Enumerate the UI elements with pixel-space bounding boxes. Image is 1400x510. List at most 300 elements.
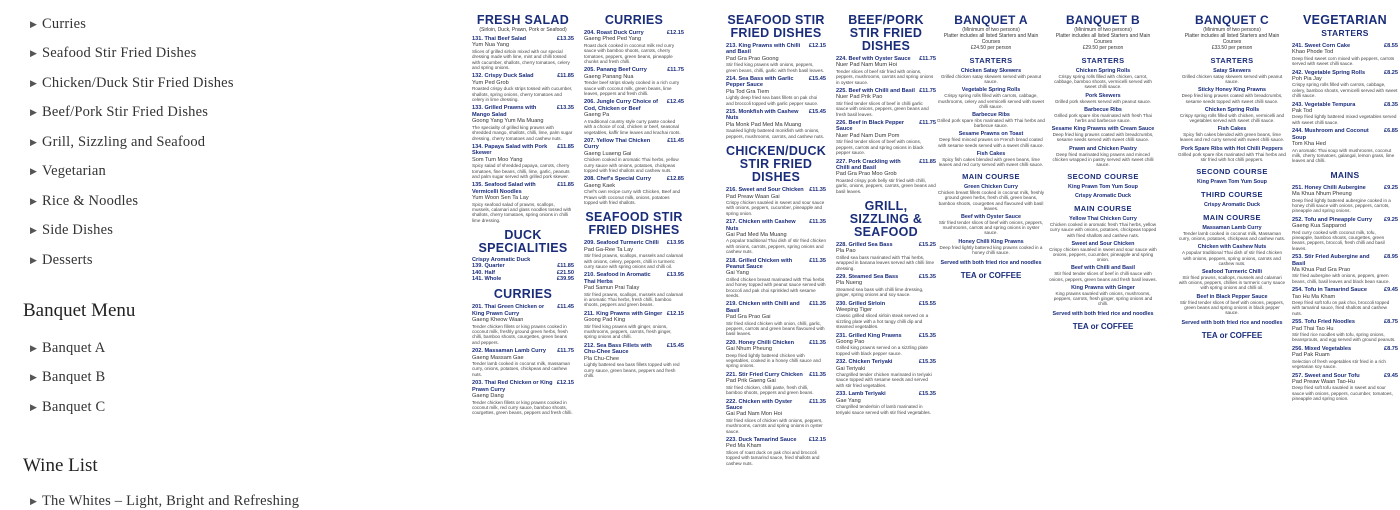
menu-column-banquet-b (1049, 14, 1157, 500)
chevron-right-icon: ▶ (30, 225, 38, 235)
menu-item-description: A traditional country style curry paste cooked with a choice of cod, chicken or beef, seasonal vegetables, kaffir lime leaves and krachai roots. (584, 118, 681, 135)
menu-item (1292, 373, 1398, 402)
banquet-dish-name: Sesame Prawns on Toast (958, 131, 1024, 138)
menu-item-name: 257. Sweet and Sour Tofu (1292, 372, 1360, 379)
menu-item-price: £12.15 (556, 380, 574, 387)
menu-item-name: 204. Roast Duck Curry (584, 30, 644, 36)
menu-item (1292, 319, 1398, 343)
nav-item-desserts[interactable] (30, 252, 93, 269)
banquet-dish-name: Barbecue Ribs (972, 112, 1010, 119)
menu-item-name: 213. King Prawns with Chilli and Basil (726, 43, 801, 56)
banquet-dish-name: Satay Skewers (1213, 68, 1251, 74)
menu-item (1292, 43, 1398, 67)
menu-item (836, 301, 936, 330)
menu-item-price: £15.35 (918, 332, 936, 339)
menu-item-price: £11.35 (809, 257, 826, 264)
section-title-starters: STARTERS (1321, 28, 1369, 38)
banquet-dish-description: Deep fried marinated king prawns and minced chicken wrapped in pastry served with sweet chilli sauce. (1052, 151, 1154, 168)
menu-item-description: Stir fried rice noodles with tofu, spring onions, beansprouts, and egg served with ground peanuts. (1292, 332, 1396, 343)
menu-item-description: Spicy seafood salad of prawns, scallops, mussels, calamari and glass noodles tossed with shallots, cherry tomatoes, spring onions in chilli lime dressing. (472, 201, 572, 223)
menu-item-description: Crispy chicken sautéed in sweet and sour sauce with onions, peppers, cucumber, pineapple and spring onion. (726, 199, 825, 216)
menu-item-thai-name: Pad Gra Prao Goong (726, 55, 779, 62)
banquet-minimum: (Minimum of two persons) (1074, 27, 1132, 33)
menu-item-row (472, 105, 574, 118)
menu-item-row (1292, 128, 1398, 141)
nav-item-label: Chicken/Duck Stir Fried Dishes (42, 75, 234, 91)
banquet-tea-coffee: TEA or COFFEE (1072, 322, 1134, 332)
menu-item-thai-name: Som Tum Moo Yang (472, 156, 523, 163)
menu-item-thai-name: Nuer Pad Nam Mum Hoi (836, 62, 897, 69)
nav-item-label: Rice & Noodles (42, 193, 139, 209)
banquet-dish-description: Crispy spring rolls filled with chicken, vermicelli and vegetables served with sweet chilli sauce. (1179, 112, 1285, 124)
banquet-dish-name: Sticky Honey King Prawns (1197, 87, 1266, 94)
banquet-dish-description: Spicy fish cakes blended with green beans, lime leaves and red curry served with sweet chilli sauce. (938, 156, 1044, 168)
menu-item-row (726, 76, 826, 89)
menu-item (726, 43, 826, 73)
banquet-dish-description: Grilled pork spare ribs marinated with Thai herbs and stir fried with hot chilli peppers. (1178, 151, 1286, 162)
menu-item-name: 215. Monkfish with Cashew Nuts (726, 109, 799, 122)
menu-item-price: £13.35 (556, 105, 574, 112)
menu-item-thai-name: Pla Chu-Chee (584, 355, 620, 362)
menu-item-price: £13.95 (666, 240, 684, 247)
nav-item-label: Banquet B (42, 369, 106, 385)
menu-column-vegetarian (1292, 14, 1398, 500)
menu-item-description: Roasted crispy duck strips tossed with cucumber, shallots, spring onions, cherry tomatoes and celery in lime dressing. (472, 86, 573, 103)
menu-item-row (584, 343, 684, 356)
nav-item-side-dishes[interactable] (30, 222, 113, 239)
menu-item-thai-name: Gaeng Kheow Waan (472, 317, 524, 324)
menu-item-price: £12.15 (666, 30, 684, 36)
menu-item (726, 187, 826, 216)
menu-item-row (584, 99, 684, 112)
banquet-dish-name: Green Chicken Curry (964, 184, 1018, 191)
menu-item (726, 76, 826, 106)
menu-item-thai-name: Ped Ma Kham (726, 443, 762, 450)
menu-item-description: Slices of grilled sirloin mixed with our special dressing made with lime, mint and chilli tossed with cucumber, shallots, cherry tomatoes, celery and spring onions. (472, 48, 570, 71)
menu-item (836, 242, 936, 271)
menu-item-name: 256. Mixed Vegetables (1292, 345, 1352, 352)
menu-item-price: £9.45 (1384, 287, 1398, 294)
menu-column-banquet-c (1178, 14, 1286, 500)
menu-item-name: 243. Vegetable Tempura (1292, 101, 1356, 108)
menu-item-thai-name: Ma Khua Nhum Pheung (1292, 191, 1352, 198)
menu-item-name: 255. Tofu Fried Noodles (1292, 319, 1355, 326)
menu-item-name: 229. Steamed Sea Bass (836, 273, 899, 280)
menu-item-name: 233. Lamb Teriyaki (836, 391, 886, 398)
menu-item-price: £11.75 (919, 120, 936, 127)
menu-item-description: Deep fried soft tofu on pak choi, broccoli topped with tamarind sauce, fried shallots and cashew nuts. (1292, 300, 1390, 316)
menu-item (1292, 185, 1398, 214)
menu-item-thai-name: Gaeng Kua Sapparod (1292, 223, 1347, 230)
menu-item-price: £13.35 (556, 36, 574, 42)
menu-item-description: Stir fried tender slices of beef in chilli garlic sauce with onions, peppers, green beans and fresh basil leaves. (836, 100, 929, 117)
nav-item-vegetarian[interactable] (30, 163, 106, 180)
menu-item-price: £8.75 (1384, 345, 1398, 352)
chevron-right-icon: ▶ (30, 137, 38, 147)
menu-item (836, 391, 936, 415)
menu-item-row (1292, 254, 1398, 267)
menu-item-price: £15.25 (918, 241, 936, 248)
nav-item-label: Vegetarian (42, 163, 106, 179)
menu-item (836, 359, 936, 388)
nav-item-chicken-duck-stir-fried-dishes[interactable] (30, 75, 234, 92)
banquet-dish-description: Deep fried lightly battered king prawns cooked in a honey chilli sauce. (939, 244, 1043, 255)
menu-item (584, 138, 684, 173)
banquet-dish-name: Beef in Black Pepper Sauce (1196, 293, 1268, 300)
menu-item-description: Spicy salad of shredded papaya, carrots, cherry tomatoes, fine beans, chilli, lime, garlic, peanuts and palm sugar served with grilled pork skewer. (472, 163, 570, 179)
nav-item-banquet-a[interactable] (30, 340, 105, 357)
menu-item-name: 231. Grilled King Prawns (836, 332, 902, 339)
menu-item (836, 120, 936, 155)
menu-item-price: £11.85 (919, 158, 936, 165)
menu-column-fresh-salad (472, 14, 574, 500)
menu-item-price: £8.55 (1384, 43, 1398, 49)
banquet-main-course-heading: MAIN COURSE (1074, 204, 1132, 214)
banquet-dish-description: Crispy chicken sautéed in sweet and sour sauce with onions, peppers, cucumber, pineapple and spring onion. (1049, 246, 1157, 263)
left-navigation (0, 0, 470, 509)
menu-item-description: Stir fried prawns, scallops, mussels and calamari in aromatic Thai herbs, fresh chilli, bamboo shoots, peppers and green beans. (584, 291, 684, 308)
menu-item-description: A popular traditional Thai dish of stir fried chicken with onions, carrots, peppers, spring onions and cashew nuts. (726, 238, 827, 255)
nav-item-label: Banquet C (42, 399, 106, 415)
banquet-dish-name: Chicken Satay Skewers (960, 68, 1022, 74)
menu-item-name: 254. Tofu in Tamarind Sauce (1292, 287, 1368, 294)
section-title-seafood-stir-fried: SEAFOOD STIR FRIED DISHES (727, 13, 825, 40)
nav-item-wine-whites[interactable] (30, 493, 299, 510)
menu-item-price: £15.45 (808, 76, 826, 83)
banquet-served-with: Served with both fried rice and noodles (1181, 320, 1283, 327)
menu-item-description: Lightly battered sea bass fillets topped with red curry sauce, green beans, peppers and fresh chilli. (584, 362, 680, 378)
menu-item-thai-name: Gaeng Kaek (584, 182, 616, 189)
menu-column-banquet-a (937, 14, 1045, 500)
menu-column-curries (584, 14, 684, 500)
menu-item-name: 133. Grilled Prawns with Mango Salad (472, 105, 537, 118)
menu-item-price: £11.35 (809, 371, 826, 378)
menu-item-name: 241. Sweet Corn Cake (1292, 43, 1351, 49)
section-title-mains: MAINS (1330, 169, 1360, 180)
menu-item-description: Deep fried soft tofu sautéed in sweet and sour sauce with onions, peppers, cucumber, tomatoes, pineapple and spring onion. (1292, 385, 1393, 402)
banquet-note: Platter includes all listed Starters and Main Courses (1184, 33, 1280, 45)
menu-item-name: 210. Seafood in Aromatic Thai Herbs (584, 272, 651, 285)
menu-item-price: £11.35 (809, 301, 826, 308)
banquet-dish-description: Grilled chicken satay skewers served with peanut sauce. (940, 74, 1042, 85)
nav-item-seafood-stir-fried-dishes[interactable] (30, 45, 196, 62)
menu-item (584, 99, 684, 134)
menu-item-thai-name: Pad Pak Ruam (1292, 352, 1330, 359)
menu-item (472, 73, 574, 102)
menu-item-price: £11.85 (557, 73, 574, 80)
menu-item-price: £8.75 (1384, 319, 1398, 326)
nav-item-beef-pork-stir-fried-dishes[interactable] (30, 104, 208, 121)
menu-item (1292, 102, 1398, 126)
banquet-dish-name: Chicken with Cashew Nuts (1197, 244, 1267, 251)
menu-item (1292, 70, 1398, 99)
banquet-dish-description: Chicken cooked in aromatic fresh Thai herbs, yellow curry sauce with onions, potatoes, chickpeas topped with fried shallots and cashew nuts. (1049, 222, 1157, 238)
menu-item-description: Stir fried sliced chicken with onion, chilli, garlic, peppers, carrots and green beans flavoured with basil leaves. (726, 320, 825, 337)
banquet-note: Platter includes all listed Starters and Main Courses (943, 33, 1039, 45)
banquet-title: BANQUET C (1194, 13, 1270, 27)
menu-item-row (584, 272, 684, 285)
menu-item (584, 30, 684, 64)
banquet-dish-name: King Prawn Tom Yum Soup (1197, 179, 1267, 186)
banquet-title: BANQUET B (1065, 13, 1141, 27)
banquet-dish-description: Stir fried tender slices of beef in chilli sauce with onions, peppers, green beans and fresh basil leaves. (1049, 271, 1157, 282)
menu-item (726, 219, 826, 254)
menu-item-row (726, 43, 826, 56)
menu-item-name: 253. Stir Fried Aubergine and Basil (1292, 254, 1370, 267)
banquet-dish-description: Grilled chicken satay skewers served with peanut sauce. (1181, 74, 1283, 85)
menu-column-seafood-chicken (726, 14, 826, 500)
banquet-dish-description: Stir fried prawns, scallops, mussels and calamari with onions, peppers, chillies in turmeric curry sauce with spring onions and chilli oil. (1178, 275, 1286, 291)
menu-item (1292, 217, 1398, 251)
menu-item-thai-name: Yum Ped Grob (472, 79, 509, 86)
menu-item-row (584, 240, 684, 246)
menu-item-thai-name: Pad Preaw Waan Gai (726, 193, 780, 200)
banquet-dish-name: Vegetable Spring Rolls (961, 87, 1021, 94)
menu-item-description: Grilled chicken breast marinated with Thai herbs and honey topped with peanut sauce served with broccoli and pak choi sprinkled with sesame seeds. (726, 276, 826, 298)
menu-item-row (836, 120, 936, 133)
chevron-right-icon: ▶ (30, 343, 38, 353)
menu-item-row (836, 159, 936, 172)
section-title-fresh-salad: FRESH SALAD (476, 13, 570, 27)
banquet-menu-heading: Banquet Menu (23, 300, 136, 321)
menu-item-price: £15.45 (808, 109, 826, 116)
menu-item-thai-name: Gai Nhum Pheung (726, 346, 773, 353)
menu-item-price: £12.85 (666, 176, 684, 183)
menu-item (726, 301, 826, 336)
nav-item-grill-sizzling-and-seafood[interactable] (30, 134, 205, 151)
banquet-third-course-heading: THIRD COURSE (1201, 190, 1263, 200)
chevron-right-icon: ▶ (30, 496, 38, 506)
duck-subtitle: Crispy Aromatic Duck (472, 257, 531, 264)
banquet-starters-heading: STARTERS (1081, 56, 1125, 65)
banquet-dish-name: Sweet and Sour Chicken (1071, 240, 1135, 247)
banquet-dish-name: Beef with Oyster Sauce (961, 214, 1021, 221)
section-title-chicken-duck: CHICKEN/DUCK STIR FRIED DISHES (726, 144, 827, 185)
duck-portion-name: 139. Quarter (472, 263, 505, 270)
menu-item-name: 205. Panang Beef Curry (584, 67, 647, 74)
menu-column-beef-grill (836, 14, 936, 500)
menu-item-name: 252. Tofu and Pineapple Curry (1292, 216, 1373, 223)
menu-pages (472, 0, 1400, 500)
menu-item (472, 144, 574, 179)
menu-item-thai-name: Gai Pad Med Ma Muang (726, 231, 787, 238)
menu-item-thai-name: Pla Monk Pad Med Ma Muang (726, 121, 802, 128)
menu-item-name: 132. Crispy Duck Salad (472, 73, 534, 80)
menu-item (726, 437, 826, 466)
menu-item-row (726, 219, 826, 232)
banquet-dish-description: Crispy spring rolls filled with chicken, carrot, cabbage, bamboo shoots, vermicelli served with sweet chilli sauce. (1054, 74, 1152, 90)
banquet-dish-name: Barbecue Ribs (1084, 106, 1122, 113)
banquet-dish-description: Spicy fish cakes blended with green beans, lime leaves and red curry served with sweet chilli sauce. (1179, 132, 1285, 143)
menu-item-price: £15.35 (918, 359, 936, 366)
menu-item-name: 134. Papaya Salad with Pork Skewer (472, 143, 548, 157)
menu-item-thai-name: Gaeng Massam Gae (472, 354, 524, 361)
menu-item-name: 223. Duck Tamarind Sauce (726, 436, 797, 443)
menu-item-thai-name: Nuer Pad Nam Dum Pom (836, 132, 900, 139)
menu-item-thai-name: Pla Pao (836, 248, 856, 255)
nav-item-rice-noodles[interactable] (30, 193, 138, 210)
menu-item-price: £8.25 (1384, 69, 1398, 76)
menu-item-row (836, 359, 936, 365)
menu-item-thai-name: Pad Preaw Waan Tao-Hu (1292, 378, 1355, 385)
menu-item-row (726, 301, 826, 314)
menu-item-thai-name: Gai Pad Nam Mon Hoi (726, 411, 782, 418)
menu-item-name: 230. Grilled Sirloin (836, 300, 886, 307)
menu-item-price: £11.45 (557, 304, 574, 311)
menu-item-name: 217. Chicken with Cashew Nuts (726, 219, 796, 232)
menu-item-row (472, 182, 574, 195)
menu-item-thai-name: Yum Woon Sen Ta Lay (472, 195, 529, 202)
banquet-tea-coffee: TEA or COFFEE (960, 271, 1022, 281)
menu-item-price: £11.35 (809, 339, 826, 346)
menu-item-row (584, 176, 684, 182)
menu-item-row (584, 138, 684, 151)
menu-item-thai-name: Pad Samun Prai Talay (584, 285, 640, 292)
menu-item (726, 258, 826, 299)
menu-item-price: £12.15 (666, 310, 684, 317)
menu-item-price: £15.45 (666, 342, 684, 349)
chevron-right-icon: ▶ (30, 372, 38, 382)
banquet-price: £29.50 per person (1082, 45, 1124, 51)
banquet-note: Platter includes all listed Starters and Main Courses (1055, 33, 1151, 45)
banquet-dish-name: Fish Cakes (1217, 126, 1247, 133)
menu-item-price: £11.75 (557, 348, 574, 355)
duck-portion-price: £21.50 (556, 269, 574, 276)
menu-item-description: Grilled king prawns served on a sizzling plate topped with black pepper sauce. (836, 345, 928, 356)
menu-item-price: £9.45 (1384, 372, 1398, 379)
menu-item-name: 214. Sea Bass with Garlic Pepper Sauce (726, 76, 794, 89)
menu-item-description: Stir fried tender slices of beef with onions, peppers, carrots and spring onions in black pepper sauce. (836, 139, 924, 156)
menu-item-price: £11.75 (667, 67, 684, 74)
menu-item-name: 242. Vegetable Spring Rolls (1292, 69, 1366, 76)
menu-item-price: £11.75 (919, 56, 936, 62)
banquet-dish-name: Pork Spare Ribs with Hot Chilli Peppers (1181, 145, 1283, 152)
menu-item (472, 36, 574, 70)
menu-item-price: £11.35 (809, 187, 826, 194)
nav-item-label: Side Dishes (42, 222, 114, 238)
banquet-dish-name: Crispy Aromatic Duck (1203, 202, 1261, 209)
menu-item-price: £6.85 (1384, 128, 1398, 135)
nav-item-banquet-b[interactable] (30, 369, 105, 386)
menu-item-price: £11.85 (557, 182, 574, 189)
menu-item-name: 216. Sweet and Sour Chicken (726, 187, 804, 194)
menu-item-thai-name: Pad Gra Prao Moo Grob (836, 171, 897, 178)
menu-item (472, 348, 574, 377)
banquet-dish-description: Deep fried king prawns coated with breadcrumbs, sesame seeds served with sweet chilli sauce. (1052, 132, 1154, 143)
menu-item-thai-name: Tom Kha Hed (1292, 141, 1326, 148)
menu-item-description: Roasted crispy pork belly stir fried with chilli, garlic, onions, peppers, carrots, green beans and basil leaves. (836, 177, 936, 194)
menu-item-row (472, 304, 574, 317)
menu-item (584, 343, 684, 378)
section-title-seafood-stir-fried: SEAFOOD STIR FRIED DISHES (585, 210, 683, 238)
banquet-main-course-heading: MAIN COURSE (962, 172, 1020, 182)
banquet-price: £24.50 per person (970, 45, 1012, 51)
menu-item-price: £11.45 (667, 137, 684, 144)
banquet-dish-description: Deep fried king prawns coated with breadcrumbs, sesame seeds topped with sweet chilli sauce. (1181, 93, 1283, 104)
menu-item-name: 251. Honey Chilli Aubergine (1292, 184, 1366, 191)
menu-item-thai-name: Pad Prik Gaeng Gai (726, 378, 776, 385)
menu-item-row (472, 380, 574, 393)
menu-item-thai-name: Goong Yang Yum Ma Muang (472, 118, 544, 125)
menu-item-price: £15.55 (918, 300, 936, 307)
menu-item-thai-name: Gai Teriyaki (836, 365, 866, 372)
menu-item-row (472, 348, 574, 354)
menu-item-description: Selection of fresh vegetables stir fried in a rich vegetarian soy sauce. (1292, 358, 1386, 370)
menu-item-name: 131. Thai Beef Salad (472, 36, 527, 42)
menu-item-name: 135. Seafood Salad with Vermicelli Noodles (472, 182, 536, 195)
menu-item-price: £15.35 (918, 273, 936, 280)
menu-item-description: Red curry cooked with coconut milk, tofu, pineapple, bamboo shoots, courgettes, green beans, peppers, broccoli, fresh chilli and basil leaves. (1292, 229, 1385, 251)
menu-item-thai-name: Gaeng Pa (584, 112, 610, 119)
menu-item-description: An aromatic Thai soup with mushrooms, coconut milk, cherry tomatoes, galangal, lemon grass, lime leaves and chilli. (1292, 147, 1395, 164)
menu-item-name: 221. Stir Fried Curry Chicken (726, 371, 803, 378)
banquet-dish-description: Deep fried minced prawns on French bread coated with sesame seeds served with a sweet chilli sauce. (938, 137, 1044, 148)
menu-item-name: 226. Beef in Black Pepper Sauce (836, 120, 905, 133)
section-title-curries: CURRIES (604, 13, 664, 27)
menu-item-description: Stir fried king prawns with onions, peppers, green beans, chilli, garlic with fresh basil leaves. (726, 62, 825, 73)
menu-item-row (472, 73, 574, 79)
banquet-dish-description: Stir fried tender slices of beef with onions, peppers, mushrooms, carrots and spring onions in oyster sauce. (938, 220, 1044, 236)
menu-item-description: Crispy spring rolls filled with carrots, cabbage, celery, bamboo shoots, vermicelli served with sweet chilli sauce. (1292, 82, 1398, 99)
duck-portion-name: 141. Whole (472, 276, 502, 282)
menu-item (584, 240, 684, 269)
banquet-dish-name: Prawn and Chicken Pastry (1069, 145, 1137, 152)
chevron-right-icon: ▶ (30, 78, 38, 88)
banquet-dish-description: Crispy spring rolls filled with carrots, cabbage, mushrooms, celery and vermicelli served with sweet chilli sauce. (938, 93, 1044, 109)
menu-item (836, 56, 936, 85)
section-title-beef-pork: BEEF/PORK STIR FRIED DISHES (848, 13, 924, 53)
menu-item-price: £9.25 (1384, 216, 1398, 223)
banquet-dish-name: Sesame King Prawns with Cream Sauce (1051, 126, 1155, 133)
menu-item (836, 274, 936, 298)
nav-item-curries[interactable] (30, 16, 86, 33)
menu-item-name: 225. Beef with Chilli and Basil (836, 88, 915, 95)
menu-item-thai-name: Gaeng Dang (472, 393, 504, 400)
menu-item (584, 176, 684, 205)
menu-item-name: 228. Grilled Sea Bass (836, 241, 893, 248)
menu-item-thai-name: Pad Gra Prao Gai (726, 314, 771, 321)
menu-item-price: £12.45 (666, 99, 684, 106)
menu-item (584, 67, 684, 96)
menu-item-description: Lightly deep fried sea bass fillets on pak choi and broccoli topped with garlic pepper sauce. (726, 95, 819, 106)
menu-item-description: Roast duck cooked in coconut milk red curry sauce with bamboo shoots, carrots, cherry tomatoes, peppers, green beans, pineapple chunks and fresh chilli. (584, 42, 675, 65)
menu-item-name: 209. Seafood Turmeric Chilli (584, 240, 659, 247)
menu-item-description: Stir fried slices of chicken with onions, peppers, mushrooms, carrots and spring onions in oyster sauce. (726, 417, 823, 434)
menu-item-name: 222. Chicken with Oyster Sauce (726, 398, 793, 411)
banquet-dish-name: King Prawns with Ginger (1071, 284, 1135, 291)
menu-item-name: 227. Pork Crackling with Chilli and Basil (836, 158, 901, 171)
menu-item-description: Chef's own recipe curry with Chicken, Beef and Prawn with coconut milk, onions, potatoes topped with fried shallots. (584, 189, 681, 205)
banquet-served-with: Served with both fried rice and noodles (1052, 311, 1154, 318)
nav-item-banquet-c[interactable] (30, 399, 105, 416)
banquet-title: BANQUET A (954, 13, 1028, 27)
banquet-starters-heading: STARTERS (1210, 56, 1254, 65)
nav-item-label: Curries (42, 16, 87, 32)
menu-item-price: £11.75 (919, 88, 936, 95)
menu-item-description: Deep fried sweet corn mixed with peppers, carrots served with sweet chilli sauce. (1292, 55, 1395, 67)
menu-item (1292, 254, 1398, 284)
banquet-price: £33.50 per person (1211, 45, 1253, 51)
menu-item (1292, 346, 1398, 370)
menu-item-description: Tender slices of beef stir fried with onions, peppers, mushrooms, carrots and spring onions in oyster sauce. (836, 68, 934, 85)
menu-item-thai-name: Yum Nua Yang (472, 42, 510, 49)
menu-item (726, 372, 826, 396)
menu-item-thai-name: Pla Nueng (836, 280, 863, 287)
menu-item (472, 304, 574, 345)
section-subtitle: (Sirloin, Duck, Prawn, Pork or Seafood) (479, 27, 567, 33)
banquet-second-course-heading: SECOND COURSE (1196, 167, 1268, 177)
menu-item-thai-name: Poh Pia Jay (1292, 76, 1322, 83)
